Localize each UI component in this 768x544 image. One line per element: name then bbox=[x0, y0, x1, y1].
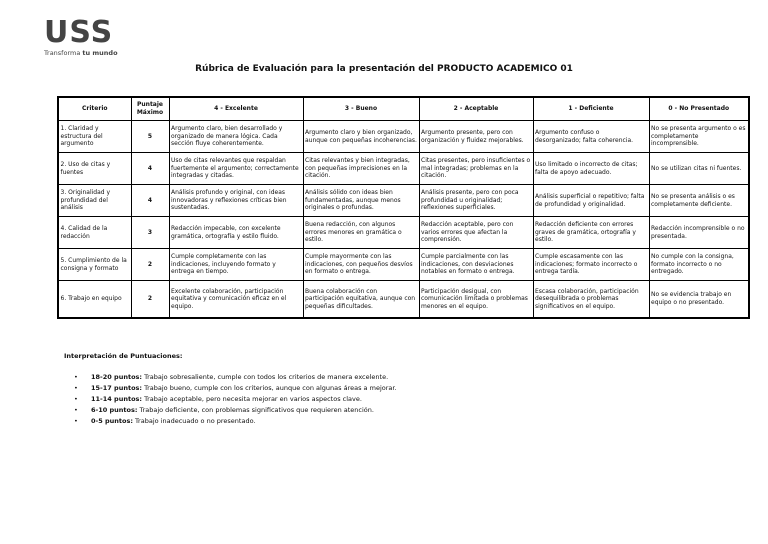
header-criterio: Criterio bbox=[58, 97, 131, 121]
cell-deficiente: Análisis superficial o repetitivo; falta de profundidad y originalidad. bbox=[533, 185, 649, 217]
cell-bueno: Buena redacción, con algunos errores menores en gramática o estilo. bbox=[303, 217, 419, 249]
cell-puntaje: 4 bbox=[131, 185, 169, 217]
cell-puntaje: 3 bbox=[131, 217, 169, 249]
cell-criterio: 2. Uso de citas y fuentes bbox=[58, 153, 131, 185]
cell-no-presentado: No cumple con la consigna, formato incorrecto o no entregado. bbox=[649, 249, 749, 281]
cell-excelente: Redacción impecable, con excelente gramática, ortografía y estilo fluido. bbox=[169, 217, 303, 249]
cell-no-presentado: No se utilizan citas ni fuentes. bbox=[649, 153, 749, 185]
bullet-icon: • bbox=[74, 373, 78, 381]
table-row bbox=[58, 281, 749, 319]
cell-puntaje: 2 bbox=[131, 249, 169, 281]
cell-aceptable: Cumple parcialmente con las indicaciones, con desviaciones notables en formato o entrega. bbox=[419, 249, 533, 281]
header-excelente: 4 - Excelente bbox=[169, 97, 303, 121]
cell-bueno: Análisis sólido con ideas bien fundamentadas, aunque menos originales o profundas. bbox=[303, 185, 419, 217]
logo-mark: USS bbox=[44, 15, 114, 50]
table-row bbox=[58, 153, 749, 185]
list-item bbox=[74, 372, 397, 383]
table-row bbox=[58, 217, 749, 249]
cell-bueno: Buena colaboración con participación equitativa, aunque con pequeñas dificultades. bbox=[303, 281, 419, 319]
score-description: Trabajo inadecuado o no presentado. bbox=[132, 417, 256, 425]
cell-excelente: Argumento claro, bien desarrollado y organizado de manera lógica. Cada sección fluye coherentemente. bbox=[169, 121, 303, 153]
interpretation-list bbox=[74, 372, 397, 427]
cell-excelente: Excelente colaboración, participación equitativa y comunicación eficaz en el equipo. bbox=[169, 281, 303, 319]
cell-deficiente: Argumento confuso o desorganizado; falta coherencia. bbox=[533, 121, 649, 153]
cell-puntaje: 4 bbox=[131, 153, 169, 185]
cell-deficiente: Cumple escasamente con las indicaciones; formato incorrecto o entrega tardía. bbox=[533, 249, 649, 281]
logo-tagline bbox=[44, 49, 134, 57]
cell-aceptable: Citas presentes, pero insuficientes o mal integradas; problemas en la citación. bbox=[419, 153, 533, 185]
document-title: Rúbrica de Evaluación para la presentación del PRODUCTO ACADEMICO 01 bbox=[195, 64, 573, 74]
tagline-part-a: Transforma bbox=[44, 49, 83, 57]
score-range: 18-20 puntos: bbox=[91, 373, 143, 381]
cell-deficiente: Uso limitado o incorrecto de citas; falta de apoyo adecuado. bbox=[533, 153, 649, 185]
score-description: Trabajo sobresaliente, cumple con todos los criterios de manera excelente. bbox=[142, 373, 389, 381]
cell-puntaje: 5 bbox=[131, 121, 169, 153]
score-range: 6-10 puntos: bbox=[91, 406, 138, 414]
cell-criterio: 6. Trabajo en equipo bbox=[58, 281, 131, 319]
cell-criterio: 1. Claridad y estructura del argumento bbox=[58, 121, 131, 153]
table-row bbox=[58, 249, 749, 281]
tagline-part-b: tu mundo bbox=[82, 49, 118, 57]
cell-excelente: Análisis profundo y original, con ideas innovadoras y reflexiones críticas bien sustentadas. bbox=[169, 185, 303, 217]
cell-criterio: 3. Originalidad y profundidad del análisis bbox=[58, 185, 131, 217]
list-item bbox=[74, 383, 397, 394]
header-puntaje: Puntaje Máximo bbox=[131, 97, 169, 121]
cell-deficiente: Redacción deficiente con errores graves de gramática, ortografía y estilo. bbox=[533, 217, 649, 249]
cell-aceptable: Redacción aceptable, pero con varios errores que afectan la comprensión. bbox=[419, 217, 533, 249]
header-no-presentado: 0 - No Presentado bbox=[649, 97, 749, 121]
score-description: Trabajo deficiente, con problemas significativos que requieren atención. bbox=[137, 406, 374, 414]
interpretation-title: Interpretación de Puntuaciones: bbox=[64, 352, 183, 360]
cell-no-presentado: No se presenta análisis o es completamente deficiente. bbox=[649, 185, 749, 217]
bullet-icon: • bbox=[74, 384, 78, 392]
bullet-icon: • bbox=[74, 406, 78, 414]
cell-bueno: Citas relevantes y bien integradas, con pequeñas imprecisiones en la citación. bbox=[303, 153, 419, 185]
bullet-icon: • bbox=[74, 417, 78, 425]
header-aceptable: 2 - Aceptable bbox=[419, 97, 533, 121]
cell-aceptable: Participación desigual, con comunicación limitada o problemas menores en el equipo. bbox=[419, 281, 533, 319]
table-row bbox=[58, 121, 749, 153]
cell-excelente: Uso de citas relevantes que respaldan fuertemente el argumento; correctamente integradas y citadas. bbox=[169, 153, 303, 185]
cell-deficiente: Escasa colaboración, participación desequilibrada o problemas significativos en el equipo. bbox=[533, 281, 649, 319]
table-row bbox=[58, 185, 749, 217]
bullet-icon: • bbox=[74, 395, 78, 403]
score-description: Trabajo bueno, cumple con los criterios, aunque con algunas áreas a mejorar. bbox=[142, 384, 397, 392]
cell-no-presentado: Redacción incomprensible o no presentada. bbox=[649, 217, 749, 249]
list-item bbox=[74, 405, 397, 416]
cell-no-presentado: No se presenta argumento o es completamente incomprensible. bbox=[649, 121, 749, 153]
score-range: 0-5 puntos: bbox=[91, 417, 133, 425]
header-bueno: 3 - Bueno bbox=[303, 97, 419, 121]
header-deficiente: 1 - Deficiente bbox=[533, 97, 649, 121]
cell-criterio: 4. Calidad de la redacción bbox=[58, 217, 131, 249]
uss-logo bbox=[44, 15, 134, 57]
score-range: 11-14 puntos: bbox=[91, 395, 143, 403]
cell-bueno: Cumple mayormente con las indicaciones, con pequeños desvíos en formato o entrega. bbox=[303, 249, 419, 281]
cell-puntaje: 2 bbox=[131, 281, 169, 319]
cell-excelente: Cumple completamente con las indicaciones, incluyendo formato y entrega en tiempo. bbox=[169, 249, 303, 281]
cell-criterio: 5. Cumplimiento de la consigna y formato bbox=[58, 249, 131, 281]
header-row bbox=[58, 97, 749, 121]
cell-aceptable: Argumento presente, pero con organización y fluidez mejorables. bbox=[419, 121, 533, 153]
cell-aceptable: Análisis presente, pero con poca profundidad u originalidad; reflexiones superficiales. bbox=[419, 185, 533, 217]
cell-bueno: Argumento claro y bien organizado, aunque con pequeñas incoherencias. bbox=[303, 121, 419, 153]
list-item bbox=[74, 394, 397, 405]
score-description: Trabajo aceptable, pero necesita mejorar en varios aspectos clave. bbox=[142, 395, 362, 403]
rubric-table bbox=[57, 96, 750, 319]
score-range: 15-17 puntos: bbox=[91, 384, 143, 392]
cell-no-presentado: No se evidencia trabajo en equipo o no presentado. bbox=[649, 281, 749, 319]
list-item bbox=[74, 416, 397, 427]
